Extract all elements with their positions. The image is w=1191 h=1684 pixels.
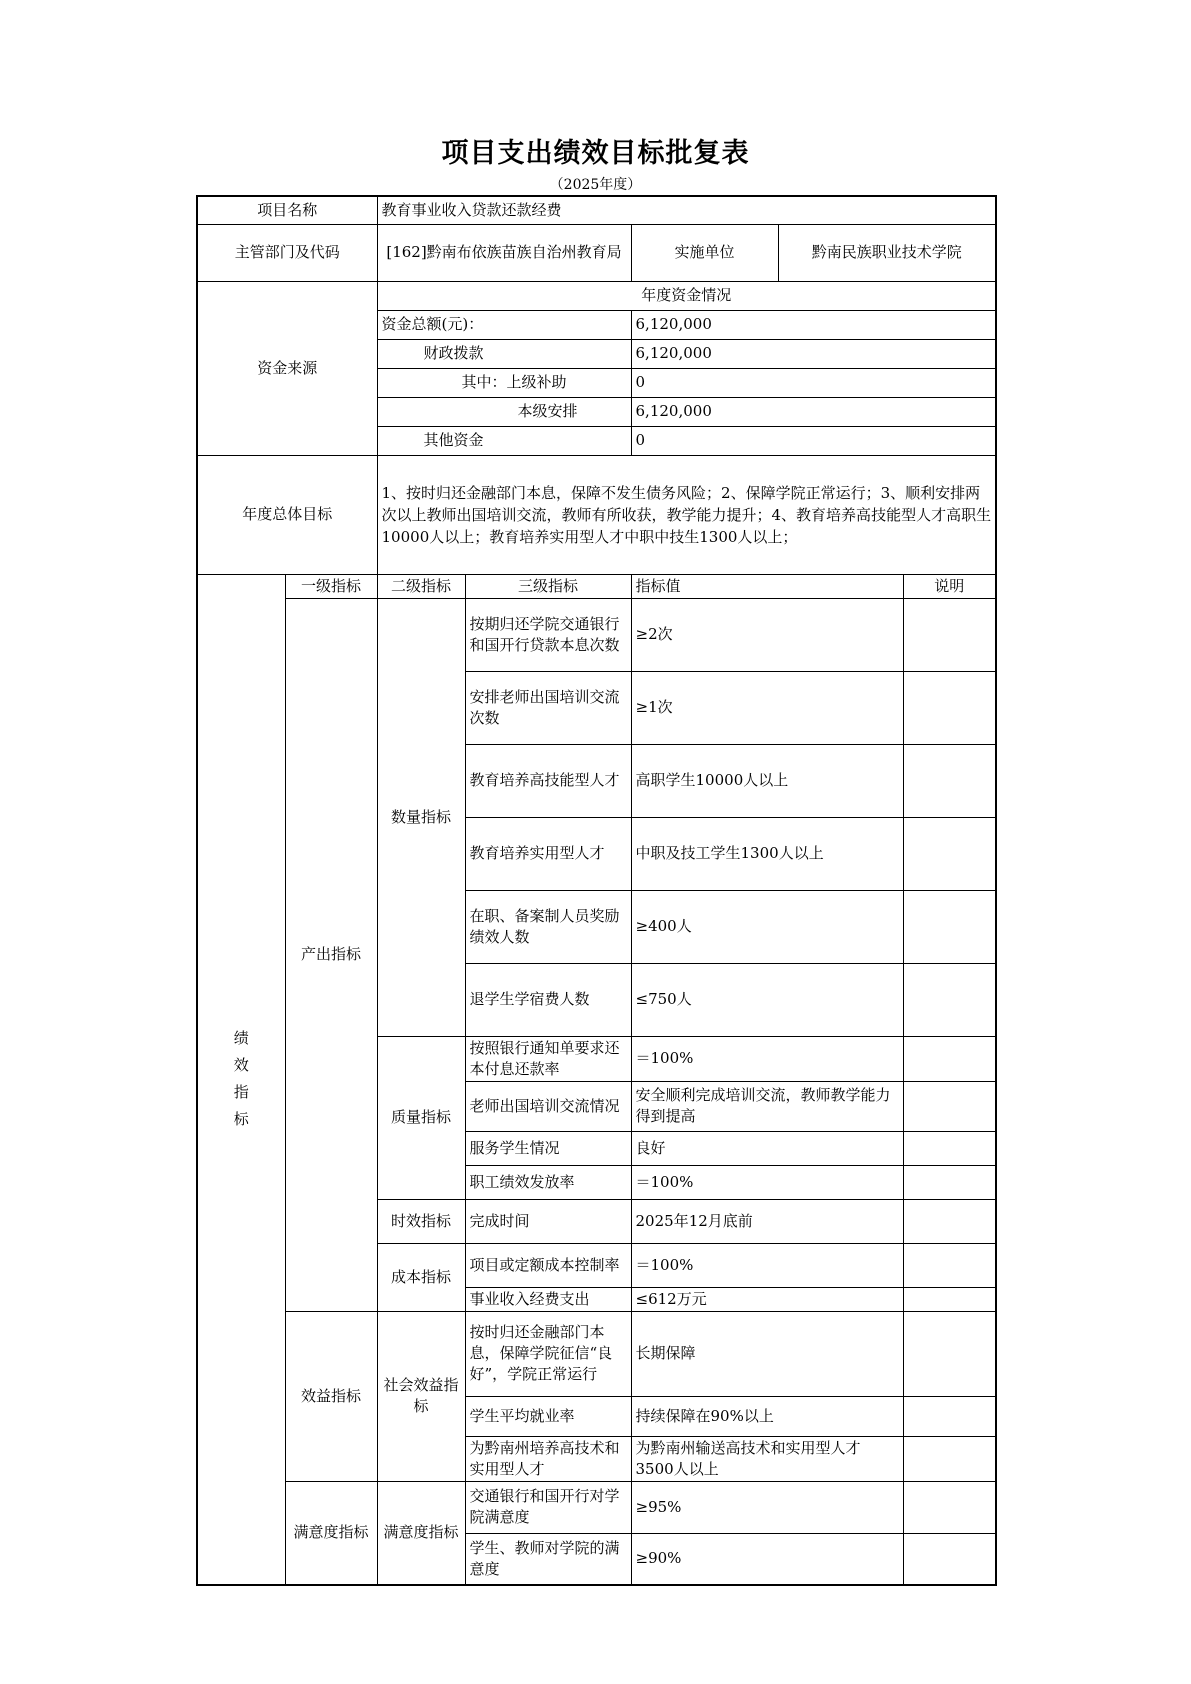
indicator-value: 为黔南州输送高技术和实用型人才3500人以上	[631, 1436, 903, 1481]
indicator-name: 职工绩效发放率	[465, 1165, 631, 1199]
funds-row-value: 0	[631, 426, 996, 455]
indicator-note	[903, 1131, 996, 1165]
header-level3: 三级指标	[465, 574, 631, 598]
funds-row-label: 其他资金	[377, 426, 631, 455]
indicator-value: ＝100%	[631, 1165, 903, 1199]
level2-satisfaction: 满意度指标	[377, 1481, 465, 1585]
indicator-value: 高职学生10000人以上	[631, 744, 903, 817]
indicator-value: 2025年12月底前	[631, 1199, 903, 1243]
indicator-note	[903, 1036, 996, 1081]
indicator-note	[903, 1311, 996, 1396]
indicator-value: 中职及技工学生1300人以上	[631, 817, 903, 890]
indicator-value: ＝100%	[631, 1036, 903, 1081]
funds-row-value: 6,120,000	[631, 339, 996, 368]
level2-quality: 质量指标	[377, 1036, 465, 1199]
indicator-name: 退学生学宿费人数	[465, 963, 631, 1036]
indicator-note	[903, 1165, 996, 1199]
indicator-value: ≥2次	[631, 598, 903, 671]
impl-unit-value: 黔南民族职业技术学院	[778, 224, 996, 281]
indicator-name: 学生平均就业率	[465, 1396, 631, 1436]
indicator-name: 老师出国培训交流情况	[465, 1081, 631, 1131]
indicator-value: 持续保障在90%以上	[631, 1396, 903, 1436]
indicator-value: ＝100%	[631, 1243, 903, 1287]
indicator-note	[903, 744, 996, 817]
funds-row-value: 6,120,000	[631, 397, 996, 426]
level1-satisfaction: 满意度指标	[285, 1481, 377, 1585]
indicator-note	[903, 671, 996, 744]
funds-row-label: 财政拨款	[377, 339, 631, 368]
indicator-note	[903, 1081, 996, 1131]
indicator-name: 交通银行和国开行对学院满意度	[465, 1481, 631, 1533]
indicator-name: 完成时间	[465, 1199, 631, 1243]
indicator-note	[903, 890, 996, 963]
approval-table	[196, 195, 997, 1586]
indicator-note	[903, 963, 996, 1036]
annual-goal-label: 年度总体目标	[197, 455, 377, 574]
indicator-note	[903, 598, 996, 671]
indicator-value: ≥95%	[631, 1481, 903, 1533]
dept-label: 主管部门及代码	[197, 224, 377, 281]
indicator-name: 安排老师出国培训交流次数	[465, 671, 631, 744]
impl-unit-label: 实施单位	[631, 224, 778, 281]
header-level2: 二级指标	[377, 574, 465, 598]
header-level1: 一级指标	[285, 574, 377, 598]
perf-indicator-label: 绩效指标	[197, 574, 285, 1585]
indicator-value: 长期保障	[631, 1311, 903, 1396]
funds-source-label: 资金来源	[197, 281, 377, 455]
level1-output: 产出指标	[285, 598, 377, 1311]
indicator-name: 教育培养实用型人才	[465, 817, 631, 890]
indicator-value: ≤612万元	[631, 1287, 903, 1311]
level2-timeliness: 时效指标	[377, 1199, 465, 1243]
indicator-name: 学生、教师对学院的满意度	[465, 1533, 631, 1585]
indicator-name: 教育培养高技能型人才	[465, 744, 631, 817]
indicator-value: ≥400人	[631, 890, 903, 963]
header-note: 说明	[903, 574, 996, 598]
page-title: 项目支出绩效目标批复表	[441, 138, 750, 169]
funds-row-label: 资金总额(元)：	[377, 310, 631, 339]
level2-quantity: 数量指标	[377, 598, 465, 1036]
indicator-name: 按照银行通知单要求还本付息还款率	[465, 1036, 631, 1081]
level2-social-benefit: 社会效益指标	[377, 1311, 465, 1481]
funds-row-value: 6,120,000	[631, 310, 996, 339]
indicator-note	[903, 1481, 996, 1533]
funds-header: 年度资金情况	[377, 281, 996, 310]
indicator-note	[903, 1199, 996, 1243]
indicator-note	[903, 1287, 996, 1311]
indicator-value: 安全顺利完成培训交流，教师教学能力得到提高	[631, 1081, 903, 1131]
level1-benefit: 效益指标	[285, 1311, 377, 1481]
year-subtitle: （2025年度）	[549, 177, 642, 193]
funds-row-label: 本级安排	[377, 397, 631, 426]
project-name-value: 教育事业收入贷款还款经费	[377, 196, 996, 224]
funds-row-label: 其中：上级补助	[377, 368, 631, 397]
indicator-value: 良好	[631, 1131, 903, 1165]
indicator-note	[903, 1436, 996, 1481]
indicator-note	[903, 817, 996, 890]
indicator-value: ≥90%	[631, 1533, 903, 1585]
funds-row-value: 0	[631, 368, 996, 397]
annual-goal-text: 1、按时归还金融部门本息，保障不发生债务风险；2、保障学院正常运行；3、顺利安排两次以上教师出国培训交流，教师有所收获，教学能力提升；4、教育培养高技能型人才高职生10000人以上；教育培养实用型人才中职中技生1300人以上；	[377, 455, 996, 574]
indicator-name: 事业收入经费支出	[465, 1287, 631, 1311]
indicator-name: 为黔南州培养高技术和实用型人才	[465, 1436, 631, 1481]
dept-value: [162]黔南布依族苗族自治州教育局	[377, 224, 631, 281]
indicator-value: ≥1次	[631, 671, 903, 744]
indicator-name: 服务学生情况	[465, 1131, 631, 1165]
indicator-note	[903, 1396, 996, 1436]
header-value: 指标值	[631, 574, 903, 598]
indicator-value: ≤750人	[631, 963, 903, 1036]
indicator-note	[903, 1243, 996, 1287]
indicator-name: 在职、备案制人员奖励绩效人数	[465, 890, 631, 963]
indicator-name: 按期归还学院交通银行和国开行贷款本息次数	[465, 598, 631, 671]
indicator-name: 项目或定额成本控制率	[465, 1243, 631, 1287]
project-name-label: 项目名称	[197, 196, 377, 224]
indicator-note	[903, 1533, 996, 1585]
indicator-name: 按时归还金融部门本息，保障学院征信“良好”，学院正常运行	[465, 1311, 631, 1396]
level2-cost: 成本指标	[377, 1243, 465, 1311]
